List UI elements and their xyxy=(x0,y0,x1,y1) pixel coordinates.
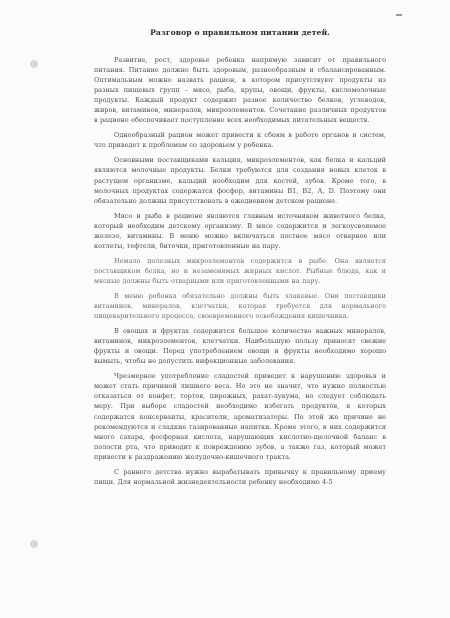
paragraph: С раннего детства нужно вырабатывать привычку к правильному приему пищи. Для нормальной жизнедеятельности ребенку необходимо 4-5 xyxy=(94,467,386,486)
paragraph: Основными поставщиками кальция, микроэлементов, как белка и кальций являются молочные продукты. Белки требуются для создания новых клеток в растущем организме, кальций необходим для костей, зубов. Кроме того, в молочных продуктах содержатся фосфор, витамины В1, В2, А, D. Поэтому они обязательно должны присутствовать в ежедневном детском рационе. xyxy=(94,156,386,205)
paragraph: Мясо и рыба в рационе являются главным источником животного белка, который необходим детскому организму. В мясе содержится и легкоусвояемое железо, витамины. В меню можно включаться постное мясо отварное или котлеты, тефтели, биточки, приготовленные на пару. xyxy=(94,211,386,250)
paragraph: В овощах и фруктах содержится большое количество важных минералов, витаминов, микроэлементов, клетчатки. Наибольшую пользу приносят свежие фрукты и овощи. Перед употреблением овощи и фрукты необходимо хорошо вымыть, чтобы не допустить инфекционные заболевания. xyxy=(94,327,386,366)
paragraph: Однообразный рацион может привести к сбоям в работе органов и систем, что приведет к проблемам со здоровьем у ребенка. xyxy=(94,131,386,150)
paragraph: Развитие, рост, здоровье ребенка напрямую зависит от правильного питания. Питание должно быть здоровым, разнообразным и сбалансированным. Оптимальным можно назвать рацион, в котором присутствуют продукты из разных пищевых групп – мясо, рыба, крупы, овощи, фрукты, кисломолочные продукты. Каждый продукт содержит разное количество белков, углеводов, жиров, витаминов, минералов, микроэлементов. Сочетание различных продуктов в рационе обеспечивает поступление всех необходимых питательных веществ. xyxy=(94,56,386,125)
punch-hole xyxy=(30,60,38,68)
page-title: Разговор о правильном питании детей. xyxy=(150,28,330,37)
paragraph: Чрезмерное употребление сладостей приведет к нарушению здоровья и может стать причиной лишнего веса. Но это не значит, что нужно полностью отказаться от конфет, тортов, пирожных, рахат-лукума, но следует соблюдать меру. При выборе сладостей необходимо избегать продуктов, в которых содержатся консерванты, красители, ароматизаторы. По этой же причине не рекомендуются и сладкие газированные напитки. Кроме этого, в них содержится много сахара, фосфорная кислота, нарушающих кислотно-щелочной баланс в полости рта, что приводит к повреждению зубов, а также газ, который может привести к раздражению желудочно-кишечного тракта. xyxy=(94,372,386,461)
paragraph: Немало полезных микроэлементов содержится в рыбе. Она является поставщиком белка, но и незаменимых жирных кислот. Рыбные блюда, как и мясные должны быть отварными или приготовленными на пару. xyxy=(94,256,386,285)
scan-mark xyxy=(396,14,402,16)
punch-hole xyxy=(30,540,38,548)
paragraph: В меню ребенка обязательно должны быть злаковые. Они поставщики витаминов, минералов, клетчатки, которая требуется для нормального пищеварительного процесса, своевременного освобождения кишечника. xyxy=(94,291,386,321)
